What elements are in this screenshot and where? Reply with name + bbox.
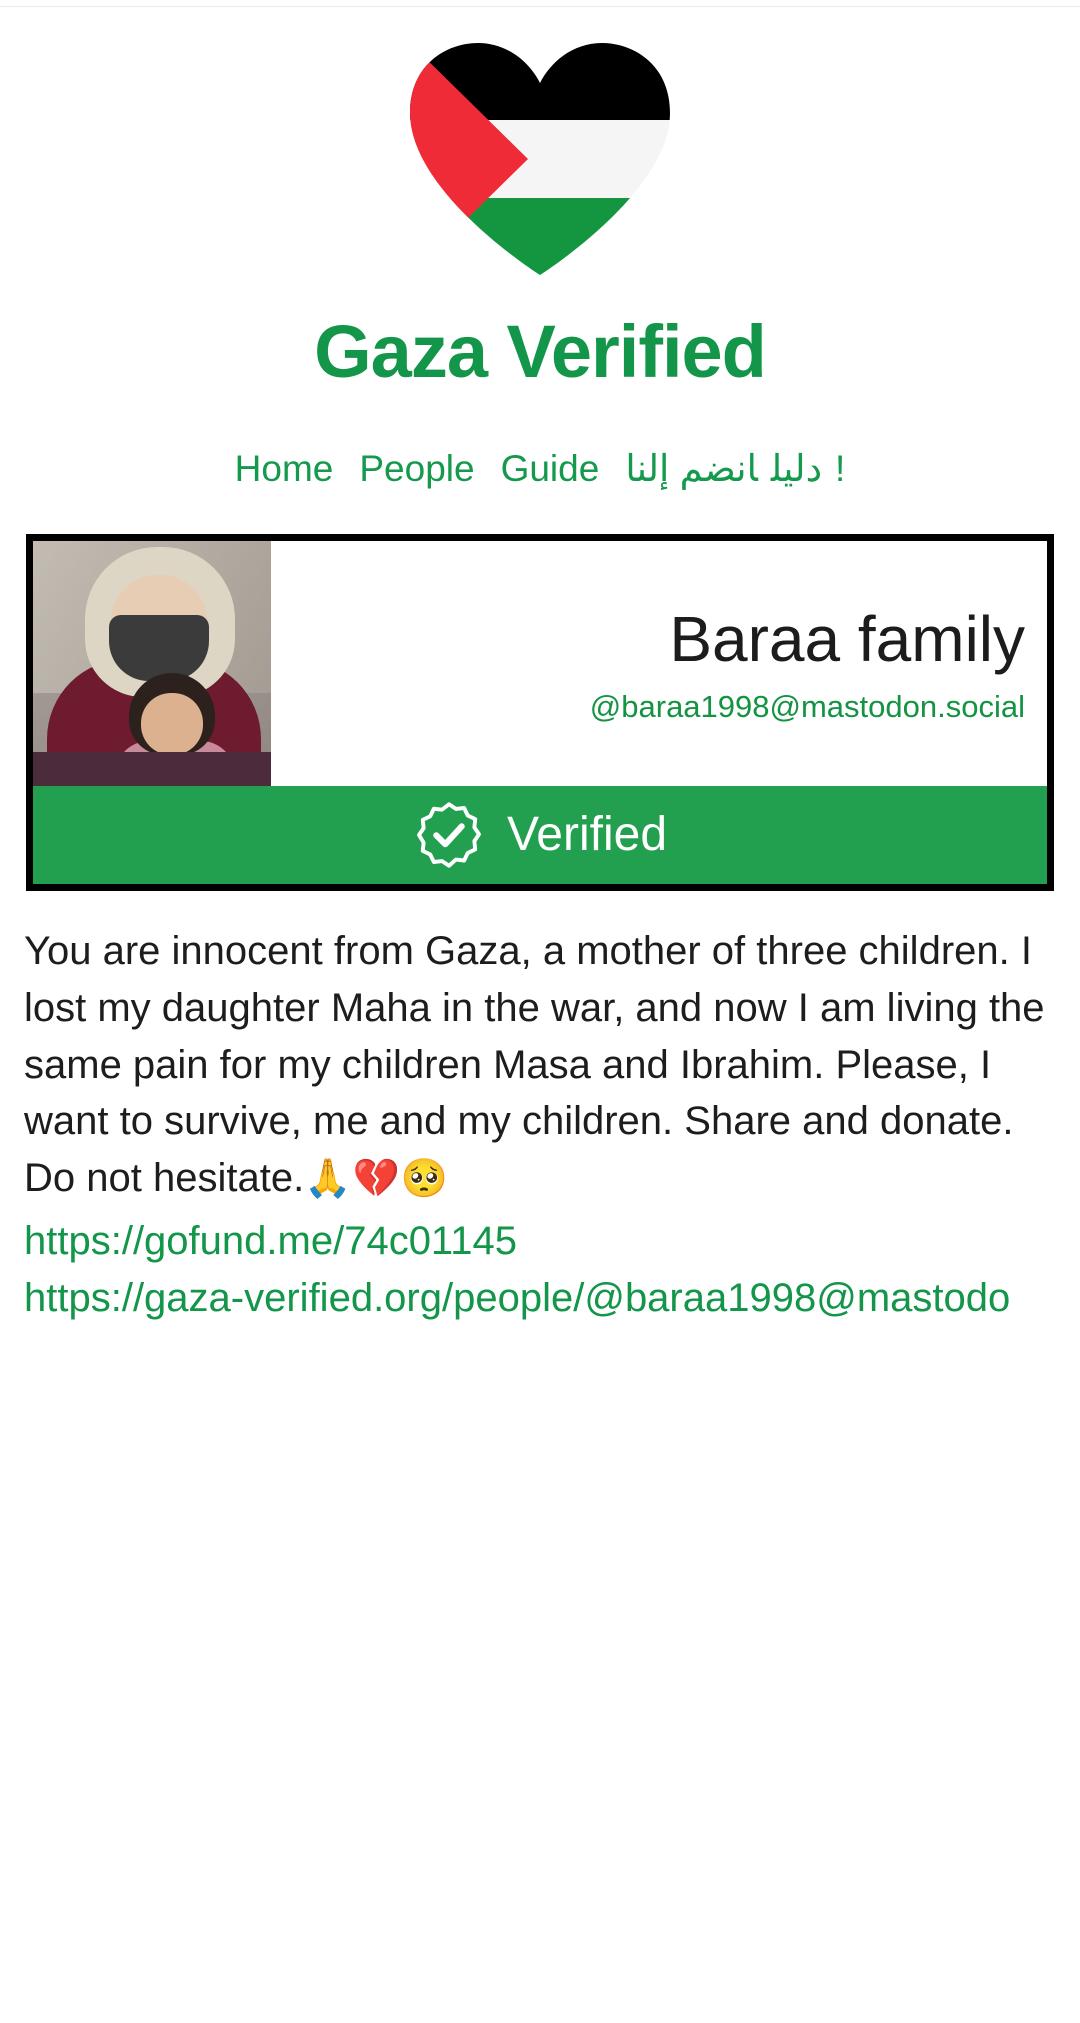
nav-join-ar[interactable]: انضم إلنا! <box>625 448 846 489</box>
status-badge <box>33 786 1047 884</box>
flag-triangle-red <box>410 43 528 275</box>
avatar-face-mask <box>109 615 209 681</box>
profile-handle: @baraa1998@mastodon.social <box>589 689 1025 725</box>
profile-card-info <box>271 541 1047 786</box>
profile-links <box>24 1213 1056 1327</box>
avatar-child-face <box>141 693 203 755</box>
nav-home[interactable]: Home <box>234 448 334 489</box>
flag-band-green <box>410 198 670 275</box>
description-emoji: 🙏💔🥺 <box>304 1158 450 1201</box>
nav-guide-ar[interactable]: دليل <box>770 448 823 489</box>
site-title: Gaza Verified <box>314 310 766 393</box>
gofundme-link[interactable]: https://gofund.me/74c01145 <box>24 1219 517 1264</box>
description-text: You are innocent from Gaza, a mother of three children. I lost my daughter Maha in the war, and now I am living the same pain for my children Masa and Ibrahim. Please, I want to survive, me and my children. Share and donate. Do not hesitate. <box>24 928 1045 1201</box>
profile-card[interactable] <box>26 534 1054 891</box>
top-divider <box>0 0 1080 7</box>
verified-check-badge-icon <box>413 799 485 871</box>
avatar-blanket <box>33 752 271 786</box>
logo-container <box>0 7 1080 275</box>
main-nav <box>0 444 1080 494</box>
palestine-flag-heart-icon <box>410 43 670 275</box>
profile-card-header <box>33 541 1047 786</box>
profile-description <box>24 923 1056 1207</box>
nav-guide[interactable]: Guide <box>500 448 600 489</box>
avatar <box>33 541 271 786</box>
verified-label: Verified <box>506 808 668 862</box>
nav-people[interactable]: People <box>359 448 475 489</box>
profile-name: Baraa family <box>669 602 1025 675</box>
profile-permalink[interactable]: https://gaza-verified.org/people/@baraa1998@mastodo <box>24 1275 1011 1320</box>
